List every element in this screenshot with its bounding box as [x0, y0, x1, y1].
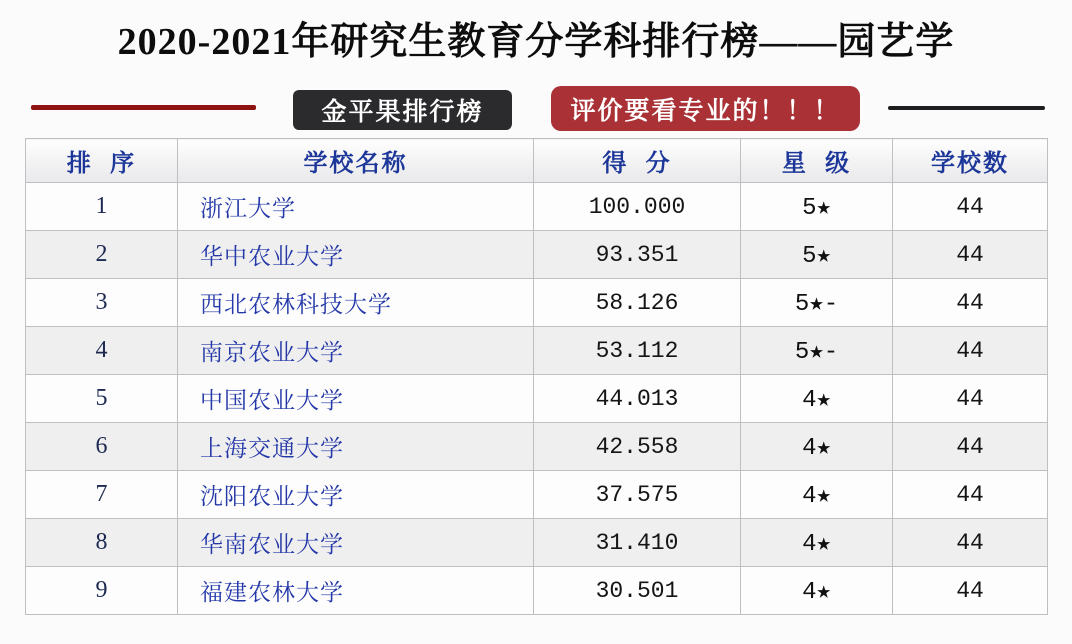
slogan-badge: 评价要看专业的！！！	[551, 86, 860, 131]
table-row	[26, 279, 1048, 327]
star-rating-cell: 4★	[741, 423, 893, 471]
school-count-cell: 44	[893, 519, 1048, 567]
school-name-cell: 沈阳农业大学	[178, 471, 534, 519]
score-cell: 37.575	[534, 471, 741, 519]
score-cell: 30.501	[534, 567, 741, 615]
table-row	[26, 327, 1048, 375]
rank-cell: 1	[26, 183, 178, 231]
score-cell: 93.351	[534, 231, 741, 279]
school-count-cell: 44	[893, 183, 1048, 231]
rank-cell: 5	[26, 375, 178, 423]
table-row	[26, 519, 1048, 567]
star-rating-cell: 5★-	[741, 279, 893, 327]
score-cell: 44.013	[534, 375, 741, 423]
star-rating-cell: 4★	[741, 519, 893, 567]
header-school-name: 学校名称	[178, 139, 534, 183]
rank-cell: 4	[26, 327, 178, 375]
score-cell: 42.558	[534, 423, 741, 471]
star-rating-cell: 4★	[741, 471, 893, 519]
school-count-cell: 44	[893, 375, 1048, 423]
black-divider-line	[888, 106, 1045, 110]
school-count-cell: 44	[893, 471, 1048, 519]
ranking-table	[25, 138, 1048, 615]
table-row	[26, 231, 1048, 279]
star-rating-cell: 5★-	[741, 327, 893, 375]
table-header-row	[26, 139, 1048, 183]
rank-cell: 8	[26, 519, 178, 567]
header-star-level: 星 级	[741, 139, 893, 183]
school-name-cell: 华中农业大学	[178, 231, 534, 279]
school-name-cell: 中国农业大学	[178, 375, 534, 423]
badge-row	[0, 86, 1072, 132]
school-name-cell: 福建农林大学	[178, 567, 534, 615]
score-cell: 100.000	[534, 183, 741, 231]
red-divider-line	[31, 105, 256, 110]
brand-badge: 金平果排行榜	[293, 90, 512, 130]
school-name-cell: 华南农业大学	[178, 519, 534, 567]
rank-cell: 6	[26, 423, 178, 471]
school-name-cell: 浙江大学	[178, 183, 534, 231]
rank-cell: 2	[26, 231, 178, 279]
star-rating-cell: 4★	[741, 567, 893, 615]
score-cell: 53.112	[534, 327, 741, 375]
header-rank: 排 序	[26, 139, 178, 183]
table-row	[26, 567, 1048, 615]
school-count-cell: 44	[893, 567, 1048, 615]
school-count-cell: 44	[893, 231, 1048, 279]
score-cell: 58.126	[534, 279, 741, 327]
rank-cell: 7	[26, 471, 178, 519]
rank-cell: 9	[26, 567, 178, 615]
page-title: 2020-2021年研究生教育分学科排行榜——园艺学	[117, 21, 955, 63]
school-name-cell: 南京农业大学	[178, 327, 534, 375]
header-school-count: 学校数	[893, 139, 1048, 183]
score-cell: 31.410	[534, 519, 741, 567]
star-rating-cell: 5★	[741, 231, 893, 279]
header-score: 得 分	[534, 139, 741, 183]
school-count-cell: 44	[893, 279, 1048, 327]
table-row	[26, 423, 1048, 471]
table-row	[26, 183, 1048, 231]
school-name-cell: 西北农林科技大学	[178, 279, 534, 327]
school-count-cell: 44	[893, 423, 1048, 471]
star-rating-cell: 4★	[741, 375, 893, 423]
star-rating-cell: 5★	[741, 183, 893, 231]
rank-cell: 3	[26, 279, 178, 327]
table-row	[26, 471, 1048, 519]
school-name-cell: 上海交通大学	[178, 423, 534, 471]
table-row	[26, 375, 1048, 423]
school-count-cell: 44	[893, 327, 1048, 375]
